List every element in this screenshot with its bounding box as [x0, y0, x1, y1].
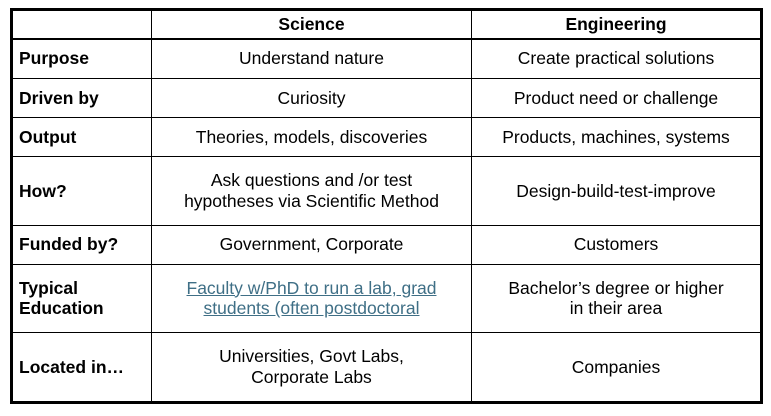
- row-label-typical-education: [12, 264, 152, 332]
- row-label-located-in: Located in…: [12, 333, 152, 403]
- cell-funded-by-engineering: Customers: [472, 225, 762, 264]
- table-row: [12, 118, 762, 157]
- row-label-how: How?: [12, 157, 152, 225]
- cell-how-science: [152, 157, 472, 225]
- cell-purpose-science: Understand nature: [152, 39, 472, 79]
- cell-located-in-science: [152, 333, 472, 403]
- table-row: [12, 39, 762, 79]
- row-label-funded-by: Funded by?: [12, 225, 152, 264]
- cell-typical-education-engineering-line2: in their area: [569, 298, 663, 319]
- column-header-science: Science: [152, 10, 472, 39]
- cell-typical-education-science[interactable]: [152, 264, 472, 332]
- cell-output-engineering: Products, machines, systems: [472, 118, 762, 157]
- table-header-row: [12, 10, 762, 39]
- cell-typical-education-science-link-line2[interactable]: students (often postdoctoral: [203, 298, 420, 319]
- table-body: [12, 39, 762, 403]
- cell-how-science-line1: Ask questions and /or test: [210, 170, 413, 191]
- cell-typical-education-science-link-line1[interactable]: Faculty w/PhD to run a lab, grad: [186, 277, 437, 298]
- cell-located-in-engineering: Companies: [472, 333, 762, 403]
- table-corner-cell: [12, 10, 152, 39]
- table-row: [12, 225, 762, 264]
- cell-how-engineering: Design-build-test-improve: [472, 157, 762, 225]
- row-label-typical-education-line1: Typical: [19, 277, 79, 298]
- cell-typical-education-engineering-line1: Bachelor’s degree or higher: [508, 277, 724, 298]
- cell-driven-by-science: Curiosity: [152, 78, 472, 117]
- row-label-output: Output: [12, 118, 152, 157]
- table-row: [12, 157, 762, 225]
- table-header: [12, 10, 762, 39]
- cell-purpose-engineering: Create practical solutions: [472, 39, 762, 79]
- cell-located-in-science-line1: Universities, Govt Labs,: [219, 346, 404, 367]
- table-row: [12, 264, 762, 332]
- cell-located-in-science-line2: Corporate Labs: [251, 367, 372, 388]
- cell-how-science-line2: hypotheses via Scientific Method: [184, 190, 439, 211]
- science-vs-engineering-table: [10, 8, 763, 404]
- row-label-typical-education-line2: Education: [19, 298, 104, 319]
- cell-funded-by-science: Government, Corporate: [152, 225, 472, 264]
- cell-driven-by-engineering: Product need or challenge: [472, 78, 762, 117]
- cell-typical-education-engineering: [472, 264, 762, 332]
- row-label-driven-by: Driven by: [12, 78, 152, 117]
- table-row: [12, 333, 762, 403]
- table-row: [12, 78, 762, 117]
- column-header-engineering: Engineering: [472, 10, 762, 39]
- row-label-purpose: Purpose: [12, 39, 152, 79]
- cell-output-science: Theories, models, discoveries: [152, 118, 472, 157]
